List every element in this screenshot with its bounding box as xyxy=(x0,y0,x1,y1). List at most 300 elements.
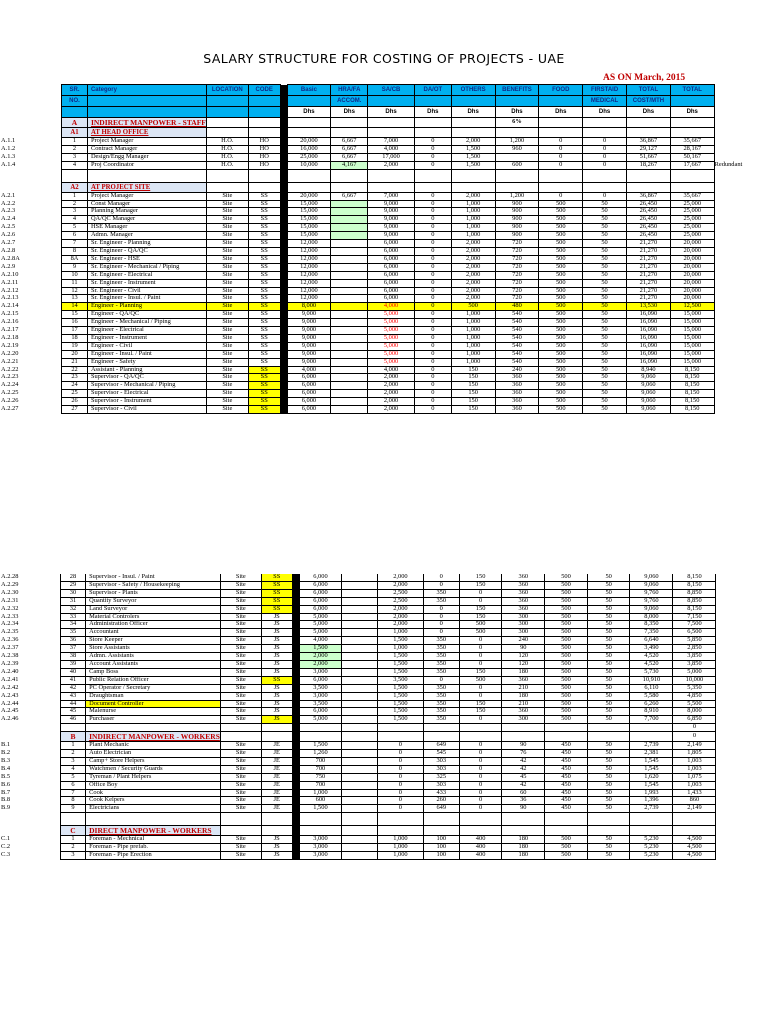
cell-note xyxy=(714,366,768,374)
cell-tot: 1,075 xyxy=(673,773,716,781)
cell-da: 649 xyxy=(423,805,459,813)
cell-note xyxy=(716,852,768,860)
cell-code: SS xyxy=(248,303,280,311)
cell-sa: 4,000 xyxy=(368,366,415,374)
cell-food: 500 xyxy=(539,334,583,342)
cell-code xyxy=(261,724,292,732)
cell-food: 500 xyxy=(545,653,588,661)
cell-bar xyxy=(280,263,287,271)
cell-basic: 3,000 xyxy=(299,852,342,860)
cell-sa: 1,000 xyxy=(378,645,424,653)
cell-cat: Account Assistants xyxy=(86,660,221,668)
cell-tot: 20,000 xyxy=(670,255,714,263)
cell-tc: 5,730 xyxy=(630,668,673,676)
cell-bar xyxy=(280,366,287,374)
cell-hra xyxy=(342,581,378,589)
cell-bar xyxy=(292,716,299,724)
cell-note xyxy=(716,653,768,661)
cell-loc: Site xyxy=(220,574,261,581)
table-row xyxy=(0,232,768,240)
cell-bar xyxy=(280,374,287,382)
cell-da: 0 xyxy=(414,382,451,390)
cell-note xyxy=(716,645,768,653)
cell-da: 0 xyxy=(414,327,451,335)
cell-bar xyxy=(292,844,299,852)
header-fa: FIRSTAID xyxy=(583,85,627,96)
cell-basic: 5,000 xyxy=(299,613,342,621)
cell-tc: 21,270 xyxy=(626,255,670,263)
cell-oth: 150 xyxy=(451,398,495,406)
cell-sa: 6,000 xyxy=(368,295,415,303)
cell-bar xyxy=(280,208,287,216)
cell-ben: 180 xyxy=(502,692,545,700)
cell-tc: 4,520 xyxy=(630,653,673,661)
benefits-percent: 6% xyxy=(495,118,539,128)
cell-basic: 12,000 xyxy=(287,279,331,287)
cell-sr: 37 xyxy=(60,645,85,653)
table-row xyxy=(0,374,768,382)
cell-tot: 15,000 xyxy=(670,334,714,342)
cell-ben: 540 xyxy=(495,342,539,350)
cell-bar xyxy=(280,255,287,263)
cell-food: 500 xyxy=(539,247,583,255)
cell-sa xyxy=(378,732,424,742)
cell-sr: 3 xyxy=(60,757,85,765)
cell-sa: 5,000 xyxy=(368,327,415,335)
header-hra: Dhs xyxy=(331,107,368,118)
cell-loc: Site xyxy=(220,653,261,661)
table-row xyxy=(0,708,768,716)
cell-note xyxy=(714,350,768,358)
cell-ref: A.2.36 xyxy=(1,636,19,644)
cell-sa: 2,000 xyxy=(368,406,415,414)
cell-tc: 5,230 xyxy=(630,852,673,860)
cell-loc: Site xyxy=(206,247,248,255)
table-row xyxy=(0,153,768,161)
cell-food: 500 xyxy=(545,684,588,692)
cell-cat: Engineer - Instrument xyxy=(87,334,206,342)
table-row xyxy=(0,629,768,637)
cell-fa: 50 xyxy=(587,797,630,805)
cell-da: 350 xyxy=(423,668,459,676)
cell-food: 500 xyxy=(539,311,583,319)
cell-ref: A.2.19 xyxy=(1,342,19,349)
cell-note xyxy=(714,247,768,255)
cell-bar xyxy=(280,334,287,342)
cell-tot: 8,850 xyxy=(673,589,716,597)
cell-sa: 9,000 xyxy=(368,232,415,240)
cell-basic: 12,000 xyxy=(287,247,331,255)
cell-tc: 1,993 xyxy=(630,789,673,797)
as-on-date: AS ON March, 2015 xyxy=(603,73,686,83)
cell-oth: 400 xyxy=(459,844,502,852)
cell-food: 500 xyxy=(539,358,583,366)
cell-oth: 0 xyxy=(459,757,502,765)
cell-ben: 540 xyxy=(495,311,539,319)
cell-basic: 1,500 xyxy=(299,805,342,813)
cell-ben: 1,200 xyxy=(495,192,539,200)
cell-loc: Site xyxy=(206,342,248,350)
cell-cat: Camp+ Store Helpers xyxy=(86,757,221,765)
cell-ref: A.2.25 xyxy=(1,389,19,397)
cell-ben: 240 xyxy=(495,366,539,374)
cell-cat: Purchaser xyxy=(86,716,221,724)
cell-da: 0 xyxy=(414,342,451,350)
cell-tc: 1,620 xyxy=(630,773,673,781)
cell-sr: 12 xyxy=(62,287,88,295)
cell-tot: 15,000 xyxy=(670,327,714,335)
cell-basic: 5,000 xyxy=(299,716,342,724)
header-cat: Category xyxy=(87,85,206,96)
cell-ref: A.2.28 xyxy=(1,574,19,581)
cell-tc: 6,260 xyxy=(630,700,673,708)
cell-code: SS xyxy=(248,350,280,358)
cell-cat: Engineer - Planning xyxy=(87,303,206,311)
cell-food: 500 xyxy=(539,327,583,335)
cell-oth: 150 xyxy=(459,700,502,708)
cell-ben: 300 xyxy=(502,613,545,621)
cell-ben: 540 xyxy=(495,350,539,358)
cell-bar xyxy=(292,629,299,637)
cell-sa: 2,000 xyxy=(378,613,424,621)
cell-bar xyxy=(280,161,287,169)
cell-da: 100 xyxy=(423,836,459,844)
cell-oth: 1,500 xyxy=(451,161,495,169)
cell-sr: 40 xyxy=(60,668,85,676)
cell-sr: 2 xyxy=(62,200,88,208)
cell-da xyxy=(423,724,459,732)
cell-loc: Site xyxy=(206,358,248,366)
cell-bar xyxy=(292,589,299,597)
cell-oth: 150 xyxy=(451,406,495,414)
cell-code: JS xyxy=(261,637,292,645)
cell-code xyxy=(248,128,280,138)
cell-oth: 0 xyxy=(459,637,502,645)
cell-hra xyxy=(342,613,378,621)
cell-loc: Site xyxy=(220,660,261,668)
cell-ben: 90 xyxy=(502,805,545,813)
cell-loc: Site xyxy=(220,700,261,708)
cell-note xyxy=(714,271,768,279)
cell-oth: 150 xyxy=(451,382,495,390)
cell-hra xyxy=(342,757,378,765)
cell-tot: 8,150 xyxy=(670,390,714,398)
table-row xyxy=(0,613,768,621)
cell-food: 450 xyxy=(545,750,588,758)
header-ben: Dhs xyxy=(495,107,539,118)
cell-loc: Site xyxy=(220,742,261,750)
cell-food xyxy=(539,182,583,192)
cell-food: 500 xyxy=(539,319,583,327)
table-row xyxy=(0,684,768,692)
cell-sr: 1 xyxy=(60,742,85,750)
cell-tot: 15,000 xyxy=(670,311,714,319)
cell-tc: 21,270 xyxy=(626,240,670,248)
cell-loc: Site xyxy=(220,668,261,676)
cell-oth: 0 xyxy=(459,692,502,700)
cell-tc: 16,090 xyxy=(626,319,670,327)
cell-cat: Foreman - Pipe Erection xyxy=(86,852,221,860)
cell-sa: 2,500 xyxy=(378,597,424,605)
cell-note xyxy=(714,153,768,161)
cell-ref: A.2.22 xyxy=(1,366,19,373)
cell-basic xyxy=(299,724,342,732)
cell-sa: 2,000 xyxy=(378,605,424,613)
cell-tot: 15,000 xyxy=(670,350,714,358)
cell-da: 350 xyxy=(423,708,459,716)
cell-tot: 20,000 xyxy=(670,287,714,295)
cell-code: SS xyxy=(248,327,280,335)
cell-tc: 26,450 xyxy=(626,216,670,224)
cell-oth: 1,000 xyxy=(451,319,495,327)
cell-code: SS xyxy=(261,574,292,581)
cell-note xyxy=(714,342,768,350)
cell-da: 0 xyxy=(414,287,451,295)
cell-tot: 25,000 xyxy=(670,224,714,232)
cell-code: SS xyxy=(261,581,292,589)
cell-loc: Site xyxy=(206,366,248,374)
header-basic: Basic xyxy=(287,85,331,96)
cell-bar xyxy=(280,232,287,240)
cell-basic: 8,000 xyxy=(287,303,331,311)
cell-ben: 45 xyxy=(502,773,545,781)
cell-food: 500 xyxy=(539,240,583,248)
cell-code: SS xyxy=(248,208,280,216)
cell-note xyxy=(716,732,768,742)
cell-basic xyxy=(299,732,342,742)
cell-sr: 4 xyxy=(62,216,88,224)
header-oth: Dhs xyxy=(451,107,495,118)
cell-loc: Site xyxy=(220,597,261,605)
cell-fa: 50 xyxy=(587,700,630,708)
cell-oth xyxy=(459,826,502,836)
cell-fa: 50 xyxy=(587,605,630,613)
header-sa: Dhs xyxy=(368,107,415,118)
cell-ben xyxy=(502,724,545,732)
cell-fa: 50 xyxy=(583,271,627,279)
header-oth: OTHERS xyxy=(451,85,495,96)
cell-da xyxy=(423,826,459,836)
cell-food: 0 xyxy=(539,138,583,146)
cell-sa: 5,000 xyxy=(368,311,415,319)
cell-basic: 20,000 xyxy=(287,192,331,200)
cell-note xyxy=(716,613,768,621)
cell-ben: 360 xyxy=(502,574,545,581)
cell-ben: 300 xyxy=(502,621,545,629)
cell-fa: 50 xyxy=(587,757,630,765)
cell-food: 500 xyxy=(539,374,583,382)
cell-hra xyxy=(331,342,368,350)
cell-tot: 4,500 xyxy=(673,852,716,860)
cell-loc: Site xyxy=(220,676,261,684)
cell-sa: 0 xyxy=(378,797,424,805)
cell-hra xyxy=(331,128,368,138)
cell-da: 0 xyxy=(414,161,451,169)
cell-da: 0 xyxy=(414,279,451,287)
cell-da: 0 xyxy=(423,605,459,613)
cell-da xyxy=(414,128,451,138)
header-spacer xyxy=(0,107,62,118)
cell-fa: 50 xyxy=(583,390,627,398)
table-row xyxy=(0,200,768,208)
cell-sa xyxy=(368,128,415,138)
cell-food: 500 xyxy=(545,581,588,589)
cell-tot: 8,850 xyxy=(673,597,716,605)
cell-tot: 28,167 xyxy=(670,145,714,153)
cell-ben: 720 xyxy=(495,255,539,263)
cell-tot: 20,000 xyxy=(670,240,714,248)
header-hra: ACCOM. xyxy=(331,96,368,107)
cell-ref: A.2.14 xyxy=(1,302,19,310)
cell-tc: 16,090 xyxy=(626,342,670,350)
cell-food: 500 xyxy=(545,708,588,716)
cell-hra xyxy=(331,200,368,208)
cell-cat: Const Manager xyxy=(87,200,206,208)
cell-ref: A.2.20 xyxy=(1,350,19,357)
cell-fa: 50 xyxy=(583,311,627,319)
cell-loc xyxy=(220,826,261,836)
cell-hra xyxy=(331,311,368,319)
cell-bar xyxy=(280,311,287,319)
cell-da: 0 xyxy=(414,334,451,342)
cell-loc: Site xyxy=(220,621,261,629)
cell-basic: 6,000 xyxy=(299,605,342,613)
divider-bar xyxy=(280,96,287,107)
cell-fa: 50 xyxy=(587,653,630,661)
cell-food: 0 xyxy=(539,192,583,200)
cell-note xyxy=(716,581,768,589)
cell-sr: 3 xyxy=(62,208,88,216)
cell-cat: Camp Boss xyxy=(86,668,221,676)
cell-cat: Sr. Engineer - Mechanical / Piping xyxy=(87,263,206,271)
cell-oth: 500 xyxy=(459,621,502,629)
cell-tc: 8,350 xyxy=(630,621,673,629)
cell-tot: 8,150 xyxy=(673,605,716,613)
cell-basic: 12,000 xyxy=(287,263,331,271)
cell-sr: 38 xyxy=(60,653,85,661)
cell-code: SS xyxy=(248,279,280,287)
cell-tot: 5,850 xyxy=(673,637,716,645)
cell-tc: 36,867 xyxy=(626,138,670,146)
cell-sr: 30 xyxy=(60,589,85,597)
cell-oth: 2,000 xyxy=(451,263,495,271)
cell-tot: 8,150 xyxy=(673,574,716,581)
cell-sr: 31 xyxy=(60,597,85,605)
cell-code: SS xyxy=(248,255,280,263)
table-row xyxy=(0,287,768,295)
cell-tc xyxy=(626,128,670,138)
cell-oth: 0 xyxy=(459,589,502,597)
cell-oth: 1,000 xyxy=(451,200,495,208)
cell-sa: 7,000 xyxy=(368,138,415,146)
cell-basic: 1,500 xyxy=(299,645,342,653)
cell-sr: 6 xyxy=(60,781,85,789)
cell-fa: 50 xyxy=(587,581,630,589)
cell-sa: 1,500 xyxy=(378,637,424,645)
cell-sa: 0 xyxy=(378,757,424,765)
cell-hra xyxy=(342,724,378,732)
cell-ref: B.3 xyxy=(1,757,11,764)
cell-note xyxy=(716,700,768,708)
cell-loc xyxy=(206,182,248,192)
cell-code: JS xyxy=(261,852,292,860)
cell-food: 500 xyxy=(545,574,588,581)
cell-da xyxy=(414,182,451,192)
cell-tc xyxy=(626,182,670,192)
cell-food: 500 xyxy=(545,716,588,724)
cell-ref: A.2.38 xyxy=(1,652,19,660)
cell-note xyxy=(714,406,768,414)
cell-loc: Site xyxy=(220,684,261,692)
cell-tot: 0 xyxy=(673,732,716,742)
cell-oth: 0 xyxy=(459,660,502,668)
cell-tot xyxy=(670,118,714,128)
cell-basic: 4,000 xyxy=(299,637,342,645)
cell-sa: 4,000 xyxy=(368,145,415,153)
cell-basic: 600 xyxy=(299,797,342,805)
cell-bar xyxy=(292,765,299,773)
cell-oth: 2,000 xyxy=(451,255,495,263)
cell-hra xyxy=(342,645,378,653)
header-tc: Dhs xyxy=(626,107,670,118)
cell-fa: 50 xyxy=(583,327,627,335)
cell-basic: 5,000 xyxy=(299,629,342,637)
cell-ben: 180 xyxy=(502,836,545,844)
cell-code xyxy=(248,118,280,128)
cell-oth: 0 xyxy=(459,773,502,781)
cell-bar xyxy=(292,742,299,750)
cell-ref xyxy=(0,182,62,192)
cell-code: SS xyxy=(248,406,280,414)
cell-loc xyxy=(220,724,261,732)
cell-oth: 400 xyxy=(459,836,502,844)
cell-fa: 0 xyxy=(583,161,627,169)
cell-note xyxy=(714,118,768,128)
cell-basic: 15,000 xyxy=(287,216,331,224)
cell-loc: Site xyxy=(206,311,248,319)
cell-code: SS xyxy=(248,247,280,255)
cell-da: 260 xyxy=(423,797,459,805)
cell-sa: 6,000 xyxy=(368,279,415,287)
cell-hra xyxy=(342,653,378,661)
cell-fa: 50 xyxy=(583,342,627,350)
cell-fa: 50 xyxy=(583,366,627,374)
cell-sr: 5 xyxy=(60,773,85,781)
cell-tot: 20,000 xyxy=(670,271,714,279)
cell-bar xyxy=(292,826,299,836)
cell-food: 500 xyxy=(539,398,583,406)
cell-oth: 1,000 xyxy=(451,216,495,224)
cell-da: 0 xyxy=(423,621,459,629)
cell-note xyxy=(716,716,768,724)
table-row xyxy=(0,757,768,765)
cell-cat: Electricians xyxy=(86,805,221,813)
cell-sr: 9 xyxy=(62,263,88,271)
cell-sr: 1 xyxy=(60,836,85,844)
cell-bar xyxy=(292,805,299,813)
cell-fa xyxy=(583,182,627,192)
cell-loc: Site xyxy=(206,334,248,342)
cell-bar xyxy=(292,724,299,732)
cell-bar xyxy=(292,732,299,742)
cell-hra xyxy=(342,700,378,708)
cell-tc: 21,270 xyxy=(626,271,670,279)
cell-loc: Site xyxy=(206,398,248,406)
cell-ben: 120 xyxy=(502,653,545,661)
cell-loc: Site xyxy=(220,645,261,653)
cell-note xyxy=(716,765,768,773)
cell-oth: 1,000 xyxy=(451,350,495,358)
